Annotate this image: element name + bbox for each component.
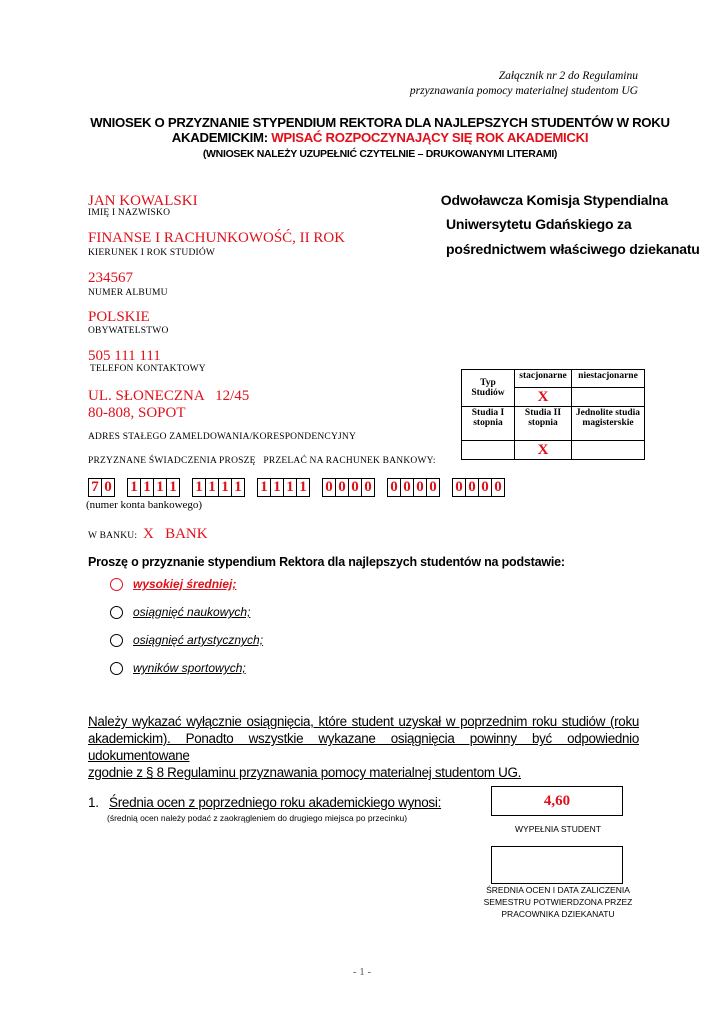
phone-value[interactable]: 505 111 111 xyxy=(88,348,161,364)
study-type-label: Typ Studiów xyxy=(462,370,515,407)
option-artistic[interactable] xyxy=(110,633,263,647)
option-label: osiągnięć artystycznych; xyxy=(133,633,264,647)
stationary-label: stacjonarne xyxy=(515,370,572,388)
staff-confirmation-box[interactable] xyxy=(491,846,623,884)
annex-line-2: przyznawania pomocy materialnej studentom UG xyxy=(409,85,638,97)
level-3-label: Jednolite studia magisterskie xyxy=(572,407,645,441)
option-label: wysokiej średniej; xyxy=(133,577,237,591)
annex-line-1: Załącznik nr 2 do Regulaminu xyxy=(498,70,638,82)
course-label: KIERUNEK I ROK STUDIÓW xyxy=(88,248,216,258)
option-label: wyników sportowych; xyxy=(133,661,246,675)
form-title-red: WPISAĆ ROZPOCZYNAJĄCY SIĘ ROK AKADEMICKI xyxy=(271,130,589,145)
study-type-table xyxy=(461,369,645,460)
account-group: 7 0 xyxy=(88,478,115,497)
course-value[interactable]: FINANSE I RACHUNKOWOŚĆ, II ROK xyxy=(88,230,346,246)
bank-value[interactable]: X BANK xyxy=(143,526,208,542)
radio-circle-icon[interactable] xyxy=(110,578,123,591)
bank-account-number[interactable] xyxy=(88,478,517,497)
level-3-mark[interactable] xyxy=(572,441,645,460)
level-2-label: Studia II stopnia xyxy=(515,407,572,441)
address-line-2[interactable]: 80-808, SOPOT xyxy=(88,405,186,421)
address-label: ADRES STAŁEGO ZAMELDOWANIA/KORESPONDENCYJNY xyxy=(88,432,357,442)
page-number: - 1 - xyxy=(352,966,372,978)
account-group: 0 0 0 0 xyxy=(452,478,505,497)
album-label: NUMER ALBUMU xyxy=(88,288,168,298)
account-group: 1 1 1 1 xyxy=(127,478,180,497)
account-group: 0 0 0 0 xyxy=(322,478,375,497)
level-1-label: Studia I stopnia xyxy=(462,407,515,441)
recipient-line-1: Odwoławcza Komisja Stypendialna xyxy=(440,192,668,208)
transfer-label: PRZYZNANE ŚWIADCZENIA PROSZĘ PRZELAĆ NA RACHUNEK BANKOWY: xyxy=(88,456,436,466)
student-caption: WYPEŁNIA STUDENT xyxy=(515,824,601,834)
stationary-mark[interactable]: X xyxy=(515,388,572,407)
notice-text: Należy wykazać wyłącznie osiągnięcia, które student uzyskał w poprzednim roku studiów (roku akademickim). Ponadto wszystkie wykazane osiągnięcia powinny być odpowiednio udokumentowane zgodnie z § 8 Regulaminu przyznawania pomocy materialnej studentom UG. xyxy=(88,714,639,780)
account-group: 1 1 1 1 xyxy=(192,478,245,497)
staff-caption: ŚREDNIA OCEN I DATA ZALICZENIA SEMESTRU POTWIERDZONA PRZEZ PRACOWNIKA DZIEKANATU xyxy=(483,885,633,919)
level-1-mark[interactable] xyxy=(462,441,515,460)
account-label: (numer konta bankowego) xyxy=(86,499,203,511)
nonstationary-label: niestacjonarne xyxy=(572,370,645,388)
address-line-1[interactable]: UL. SŁONECZNA 12/45 xyxy=(88,388,250,404)
nonstationary-mark[interactable] xyxy=(572,388,645,407)
form-subtitle: (WNIOSEK NALEŻY UZUPEŁNIĆ CZYTELNIE – DRUKOWANYMI LITERAMI) xyxy=(202,148,558,160)
recipient-line-2: Uniwersytetu Gdańskiego za xyxy=(446,216,632,232)
average-hint: (średnią ocen należy podać z zaokrągleniem do drugiego miejsca po przecinku) xyxy=(107,813,408,823)
average-label-row: 1. Średnia ocen z poprzedniego roku akademickiego wynosi: xyxy=(88,795,442,810)
request-text: Proszę o przyznanie stypendium Rektora dla najlepszych studentów na podstawie: xyxy=(88,555,565,569)
recipient-line-3: pośrednictwem właściwego dziekanatu xyxy=(446,241,700,257)
name-label: IMIĘ I NAZWISKO xyxy=(88,208,171,218)
name-value[interactable]: JAN KOWALSKI xyxy=(88,193,198,209)
form-title-line-2 xyxy=(60,130,700,146)
option-sports[interactable] xyxy=(110,661,246,675)
radio-circle-icon[interactable] xyxy=(110,634,123,647)
account-group: 1 1 1 1 xyxy=(257,478,310,497)
average-input[interactable]: 4,60 xyxy=(491,786,623,816)
album-value[interactable]: 234567 xyxy=(88,270,133,286)
bank-label: W BANKU: xyxy=(88,531,138,541)
radio-circle-icon[interactable] xyxy=(110,606,123,619)
option-label: osiągnięć naukowych; xyxy=(133,605,251,619)
account-group: 0 0 0 0 xyxy=(387,478,440,497)
level-2-mark[interactable]: X xyxy=(515,441,572,460)
annex-note xyxy=(410,69,638,99)
form-title-line-1: WNIOSEK O PRZYZNANIE STYPENDIUM REKTORA DLA NAJLEPSZYCH STUDENTÓW W ROKU xyxy=(90,115,670,130)
form-title-prefix: AKADEMICKIM: xyxy=(171,130,272,145)
phone-label: TELEFON KONTAKTOWY xyxy=(90,364,206,374)
option-scientific[interactable] xyxy=(110,605,250,619)
citizenship-value[interactable]: POLSKIE xyxy=(88,309,150,325)
option-high-average[interactable] xyxy=(110,577,236,591)
citizenship-label: OBYWATELSTWO xyxy=(88,326,169,336)
radio-circle-icon[interactable] xyxy=(110,662,123,675)
